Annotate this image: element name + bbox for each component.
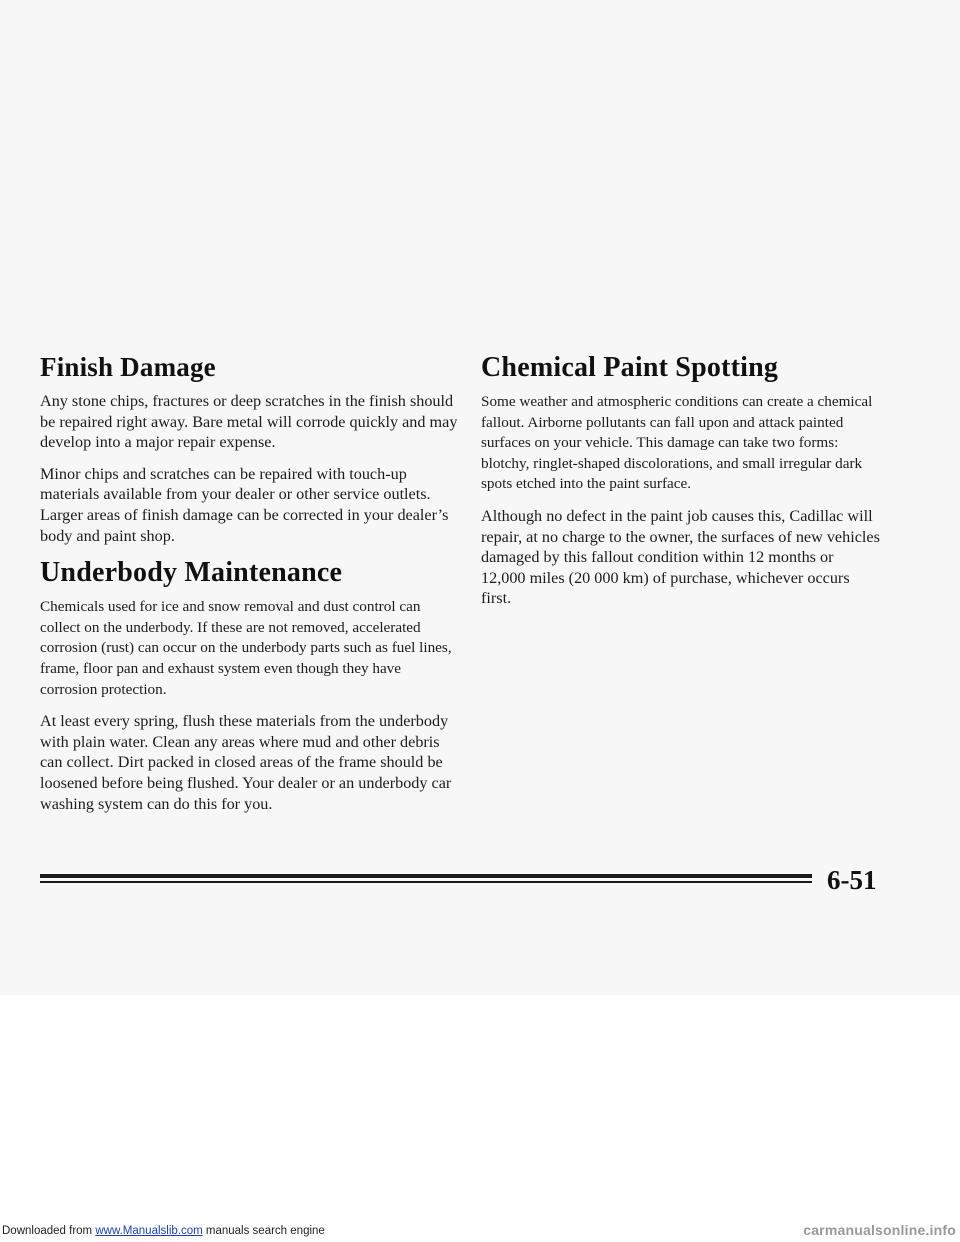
- underbody-maintenance-section: [40, 557, 460, 814]
- finish-damage-heading: Finish Damage: [40, 352, 216, 382]
- footer-download-text: [2, 1225, 325, 1237]
- chemical-paint-paragraph-1: Some weather and atmospheric conditions can create a chemical fallout. Airborne pollutants can fall upon and attack painted surfaces on your vehicle. This damage can take two forms: blotchy, ringlet-shaped discolorations, and small irregular dark spots etched into the paint surface.: [481, 393, 873, 493]
- chemical-paint-spotting-section: [481, 352, 881, 609]
- page-footer-rule: [40, 864, 812, 894]
- chemical-paint-spotting-heading: Chemical Paint Spotting: [481, 352, 779, 383]
- finish-damage-section: [40, 352, 460, 546]
- download-footer: [0, 1222, 960, 1242]
- watermark-text: carmanualsonline.info: [803, 1222, 956, 1238]
- underbody-paragraph-1: Chemicals used for ice and snow removal and dust control can collect on the underbody. If these are not removed, accelerated corrosion (rust) can occur on the underbody parts such as fuel lines, frame, floor pan and exhaust system even though they have corrosion protection.: [40, 598, 452, 698]
- chemical-paint-paragraph-2: Although no defect in the paint job causes this, Cadillac will repair, at no charge to the owner, the surfaces of new vehicles damaged by this fallout condition within 12 months or 12,000 miles (20 000 km) of purchase, whichever occurs first.: [481, 506, 880, 608]
- left-column: [40, 352, 460, 825]
- manualslib-link[interactable]: www.Manualslib.com: [95, 1225, 203, 1237]
- page-number: 6-51: [827, 865, 877, 895]
- footer-prefix: Downloaded from: [2, 1225, 96, 1237]
- rule-thick-line: [40, 874, 812, 878]
- footer-suffix: manuals search engine: [202, 1225, 325, 1237]
- underbody-maintenance-heading: Underbody Maintenance: [40, 557, 343, 589]
- finish-damage-paragraph-1: Any stone chips, fractures or deep scratches in the finish should be repaired right away. Bare metal will corrode quickly and may develop into a major repair expense.: [40, 392, 458, 452]
- underbody-paragraph-2: At least every spring, flush these materials from the underbody with plain water. Clean any areas where mud and other debris can collect. Dirt packed in closed areas of the frame should be loosened before being flushed. Your dealer or an underbody car washing system can do this for you.: [40, 712, 452, 813]
- right-column: [481, 352, 881, 620]
- finish-damage-paragraph-2: Minor chips and scratches can be repaired with touch-up materials available from your dealer or other service outlets. Larger areas of finish damage can be corrected in your dealer’s body and paint shop.: [40, 464, 449, 545]
- rule-thin-line: [40, 881, 812, 883]
